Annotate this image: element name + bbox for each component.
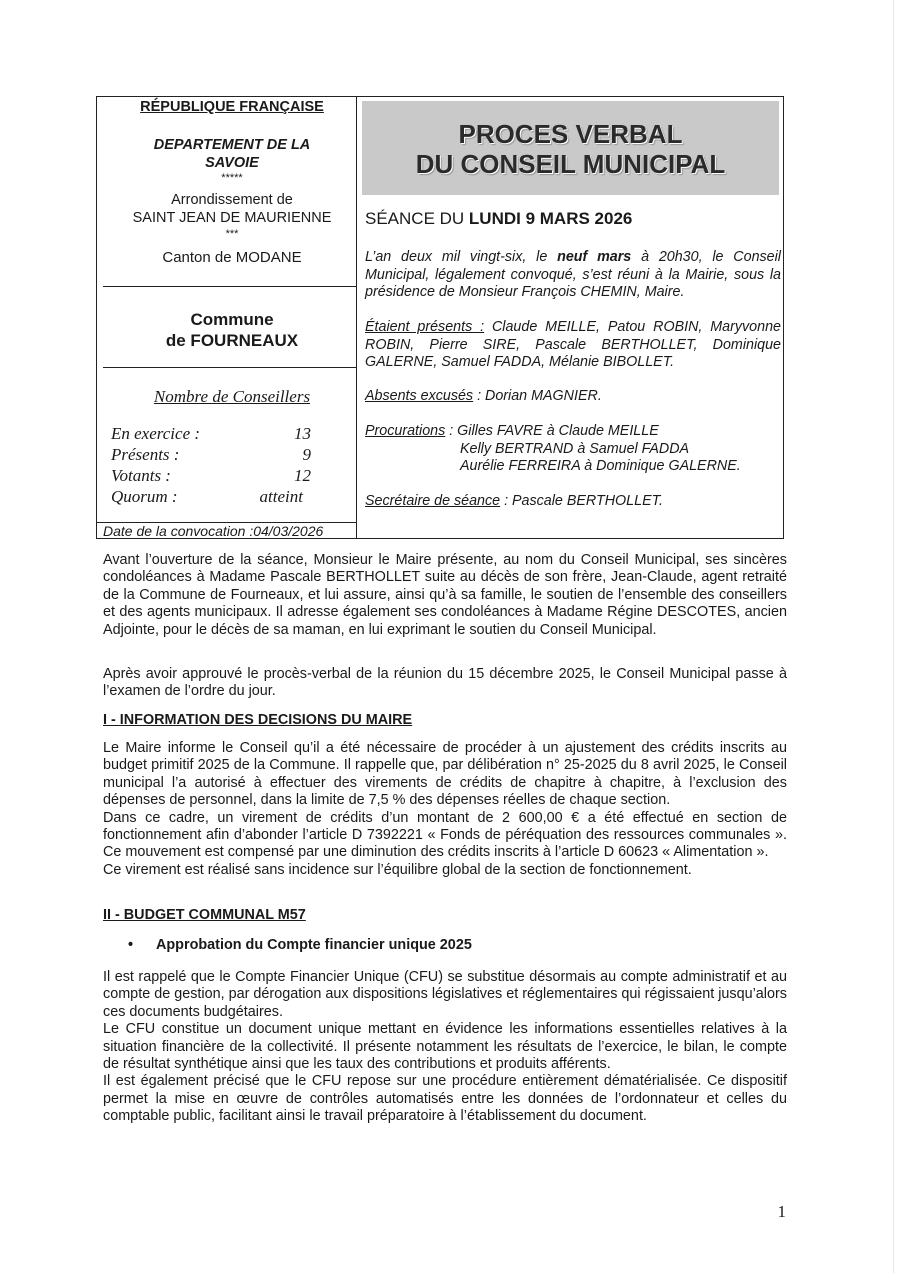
stat-label: En exercice : [111, 424, 201, 443]
convocation-date: Date de la convocation :04/03/2026 [103, 523, 324, 539]
paragraph-text: Avant l’ouverture de la séance, Monsieur le Maire présente, au nom du Conseil Municipal, ses sincères condoléances à Madame Pascale BERTHOLLET suite au décès de son frère, Jean-Claude, agent retraité de la Commune de Fourneaux, et lui assure, ainsi qu’à sa famille, le soutien de l’ensemble des conseillers et des agents municipaux. Il adresse également ses condoléances à Madame Régine DESCOTES, ancien Adjointe, pour le décès de sa maman, en lui exprimant le soutien du Conseil Municipal. [103, 552, 787, 638]
stat-value: 9 [302, 445, 311, 464]
procurations-paragraph [365, 423, 781, 476]
secretaire-label: Secrétaire de séance [365, 493, 501, 509]
presents-paragraph [365, 319, 781, 372]
section-title-1: I - INFORMATION DES DECISIONS DU MAIRE [103, 712, 413, 728]
stat-label: Quorum : [111, 487, 178, 506]
stat-votants [111, 465, 311, 486]
separator-stars: ***** [221, 172, 243, 184]
procurations-label: Procurations [365, 423, 446, 439]
arrondissement-line-1: Arrondissement de [171, 192, 293, 208]
stat-en-exercice [111, 423, 311, 444]
canton: Canton de MODANE [162, 249, 302, 266]
procuration-2: Kelly BERTRAND à Samuel FADDA [460, 440, 690, 457]
stat-value: 13 [294, 424, 311, 443]
paragraph-text: Le CFU constitue un document unique mettant en évidence les informations essentielles relatives à la situation financière de la collectivité. Il présente notamment les résultats de l’exercice, le bilan, le compte de résultat synthétique ainsi que les taux des contributions et produits afférents. [103, 1021, 787, 1073]
intro-bold: neuf mars [557, 249, 632, 265]
paragraph-text: Il est également précisé que le CFU repose sur une procédure entièrement dématérialisée. Ce dispositif permet la mise en œuvre de contrôles automatisés entre les données de l’ordonnateur et celles du comptable public, facilitant ainsi le travail préparatoire à l’établissement du document. [103, 1073, 787, 1125]
section-title-2: II - BUDGET COMMUNAL M57 [103, 907, 306, 923]
header-left-column [97, 97, 356, 540]
header-table [96, 96, 784, 539]
stat-label: Présents : [111, 445, 180, 464]
departement-line-2: SAVOIE [205, 155, 259, 171]
intro-paragraph [365, 249, 781, 302]
intro-text-2: à 20h30, le Conseil Municipal, légalement convoqué, s’est réuni à la Mairie, sous la présidence de Monsieur François CHEMIN, Maire. [365, 249, 781, 300]
absents-list: : Dorian MAGNIER. [473, 388, 602, 404]
separator-stars-2: *** [225, 228, 239, 240]
paragraph-text: Ce virement est réalisé sans incidence sur l’équilibre global de la section de fonctionnement. [103, 861, 692, 878]
seance-date: LUNDI 9 MARS 2026 [468, 209, 633, 228]
stat-presents [111, 444, 311, 465]
seance-heading [365, 210, 632, 228]
presents-list: Claude MEILLE, Patou ROBIN, Maryvonne ROBIN, Pierre SIRE, Pascale BERTHOLLET, Dominique GALERNE, Samuel FADDA, Mélanie BIBOLLET. [365, 319, 781, 370]
body-paragraph-1 [103, 552, 787, 639]
intro-text-1: L’an deux mil vingt-six, le [365, 249, 558, 265]
departement [97, 136, 367, 172]
secretaire-paragraph [365, 493, 781, 511]
absents-paragraph [365, 388, 781, 406]
separator-line [103, 367, 357, 368]
procuration-3: Aurélie FERREIRA à Dominique GALERNE. [460, 458, 741, 474]
presents-label: Étaient présents : [365, 319, 485, 335]
paragraph-text: Dans ce cadre, un virement de crédits d’un montant de 2 600,00 € a été effectué en section de fonctionnement afin d’abonder l’article D 7392221 « Fonds de péréquation des ressources communales ». Ce mouvement est compensé par une diminution des crédits inscrits à l’article D 60623 « Alimentation ». [103, 809, 787, 861]
bullet-icon: • [128, 937, 134, 953]
stat-value: 12 [294, 466, 311, 485]
commune [97, 309, 367, 351]
departement-line-1: DEPARTEMENT DE LA [153, 137, 311, 153]
bullet-item [128, 937, 472, 953]
paragraph-text: Le Maire informe le Conseil qu’il a été nécessaire de procéder à un ajustement des crédits inscrits au budget primitif 2025 de la Commune. Il rappelle que, par délibération n° 25-2025 du 8 avril 2025, le Conseil municipal l’a autorisé à effectuer des virements de crédits de chapitre à chapitre, à l’exclusion des dépenses de personnel, dans la limite de 7,5 % des dépenses réelles de chaque section. [103, 740, 787, 809]
paragraph-text: Après avoir approuvé le procès-verbal de la réunion du 15 décembre 2025, le Conseil Municipal passe à l’examen de l’ordre du jour. [103, 666, 787, 700]
paragraph-text: Il est rappelé que le Compte Financier Unique (CFU) se substitue désormais au compte administratif et au compte de gestion, par dérogation aux dispositions législatives et réglementaires qui régissaient jusqu’alors ces documents budgétaires. [103, 969, 787, 1020]
commune-line-1: Commune [190, 310, 274, 329]
seance-prefix: SÉANCE DU [365, 209, 469, 228]
bullet-text: Approbation du Compte financier unique 2025 [156, 937, 472, 953]
absents-label: Absents excusés [365, 388, 474, 404]
stat-quorum [111, 486, 311, 507]
procuration-1: : Gilles FAVRE à Claude MEILLE [445, 423, 659, 439]
page-edge [893, 0, 894, 1273]
secretaire-name: : Pascale BERTHOLLET. [500, 493, 664, 509]
stat-label: Votants : [111, 466, 171, 485]
body-paragraph-2 [103, 666, 787, 701]
arrondissement-line-2: SAINT JEAN DE MAURIENNE [132, 210, 332, 226]
section-2-content [103, 969, 787, 1126]
section-1-content [103, 740, 787, 879]
stat-value: atteint [259, 487, 303, 506]
arrondissement [97, 191, 367, 227]
nombre-conseillers-title: Nombre de Conseillers [153, 387, 311, 406]
republique-title: RÉPUBLIQUE FRANÇAISE [140, 99, 324, 115]
separator-line [103, 286, 357, 287]
commune-line-2: de FOURNEAUX [165, 331, 299, 350]
document-title-box [362, 101, 779, 195]
title-line-2: DU CONSEIL MUNICIPAL [415, 149, 726, 179]
title-line-1: PROCES VERBAL [458, 119, 683, 149]
page-number: 1 [777, 1202, 786, 1221]
